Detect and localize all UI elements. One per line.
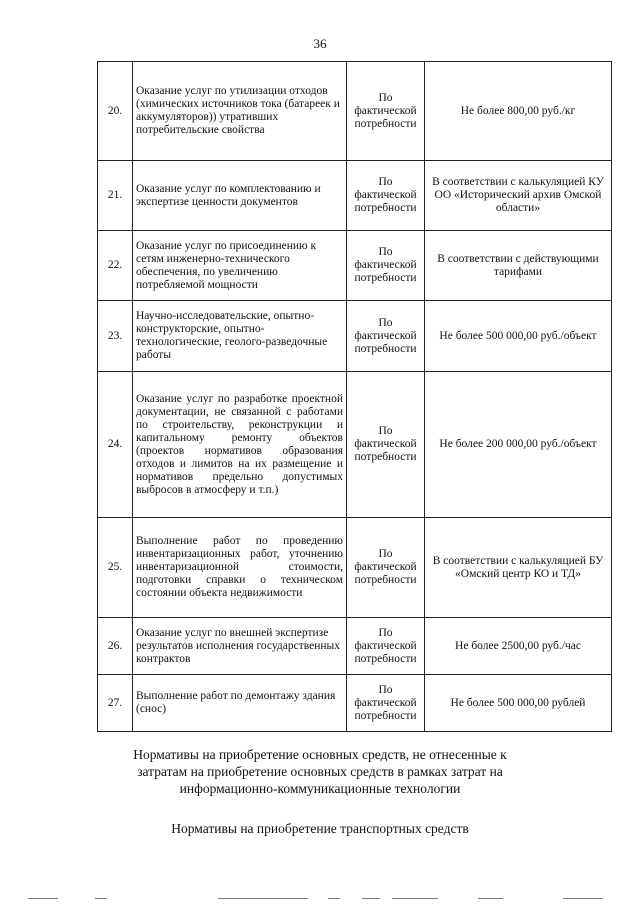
row-number: 26. bbox=[98, 618, 133, 675]
frequency-cell: По фактической потребности bbox=[347, 675, 425, 732]
frequency-cell: По фактической потребности bbox=[347, 372, 425, 518]
row-number: 27. bbox=[98, 675, 133, 732]
table-row bbox=[98, 62, 612, 161]
service-description: Научно-исследовательские, опытно-конструкторские, опытно-технологические, геолого-разведочные работы bbox=[133, 301, 347, 372]
section-heading-fixed-assets: Нормативы на приобретение основных средств, не отнесенные к затратам на приобретение основных средств в рамках затрат на информационно-коммуникационные технологии bbox=[133, 747, 507, 796]
table-row bbox=[98, 301, 612, 372]
frequency-cell: По фактической потребности bbox=[347, 518, 425, 618]
table-row bbox=[98, 161, 612, 231]
service-description: Оказание услуг по утилизации отходов (химических источников тока (батареек и аккумуляторов)) утративших потребительские свойства bbox=[133, 62, 347, 161]
row-number: 20. bbox=[98, 62, 133, 161]
limit-cell: Не более 2500,00 руб./час bbox=[425, 618, 612, 675]
limit-cell: В соответствии с калькуляцией КУ ОО «Исторический архив Омской области» bbox=[425, 161, 612, 231]
row-number: 24. bbox=[98, 372, 133, 518]
row-number: 25. bbox=[98, 518, 133, 618]
service-description: Оказание услуг по присоединению к сетям инженерно-технического обеспечения, по увеличению потребляемой мощности bbox=[133, 231, 347, 301]
frequency-cell: По фактической потребности bbox=[347, 618, 425, 675]
service-description: Выполнение работ по проведению инвентаризационных работ, уточнению инвентаризационной стоимости, подготовки справки о техническом состоянии объекта недвижимости bbox=[133, 518, 347, 618]
section-heading-vehicles: Нормативы на приобретение транспортных средств bbox=[171, 821, 469, 836]
table-row bbox=[98, 372, 612, 518]
norms-table bbox=[97, 61, 612, 732]
limit-cell: Не более 500 000,00 руб./объект bbox=[425, 301, 612, 372]
scan-artifacts bbox=[0, 898, 640, 902]
frequency-cell: По фактической потребности bbox=[347, 161, 425, 231]
service-description: Выполнение работ по демонтажу здания (снос) bbox=[133, 675, 347, 732]
row-number: 22. bbox=[98, 231, 133, 301]
frequency-cell: По фактической потребности bbox=[347, 231, 425, 301]
row-number: 21. bbox=[98, 161, 133, 231]
limit-cell: Не более 200 000,00 руб./объект bbox=[425, 372, 612, 518]
service-description: Оказание услуг по внешней экспертизе результатов исполнения государственных контрактов bbox=[133, 618, 347, 675]
service-description: Оказание услуг по комплектованию и экспертизе ценности документов bbox=[133, 161, 347, 231]
table-row bbox=[98, 518, 612, 618]
limit-cell: В соответствии с калькуляцией БУ «Омский центр КО и ТД» bbox=[425, 518, 612, 618]
table-row bbox=[98, 675, 612, 732]
table-row bbox=[98, 618, 612, 675]
limit-cell: Не более 500 000,00 рублей bbox=[425, 675, 612, 732]
service-description: Оказание услуг по разработке проектной документации, не связанной с работами по строительству, реконструкции и капитальному ремонту объектов (проектов нормативов образования отходов и лимитов на их размещение и нормативов предельно допустимых выбросов в атмосферу и т.п.) bbox=[133, 372, 347, 518]
row-number: 23. bbox=[98, 301, 133, 372]
limit-cell: В соответствии с действующими тарифами bbox=[425, 231, 612, 301]
page-number: 36 bbox=[313, 36, 327, 51]
limit-cell: Не более 800,00 руб./кг bbox=[425, 62, 612, 161]
frequency-cell: По фактической потребности bbox=[347, 301, 425, 372]
table-row bbox=[98, 231, 612, 301]
frequency-cell: По фактической потребности bbox=[347, 62, 425, 161]
